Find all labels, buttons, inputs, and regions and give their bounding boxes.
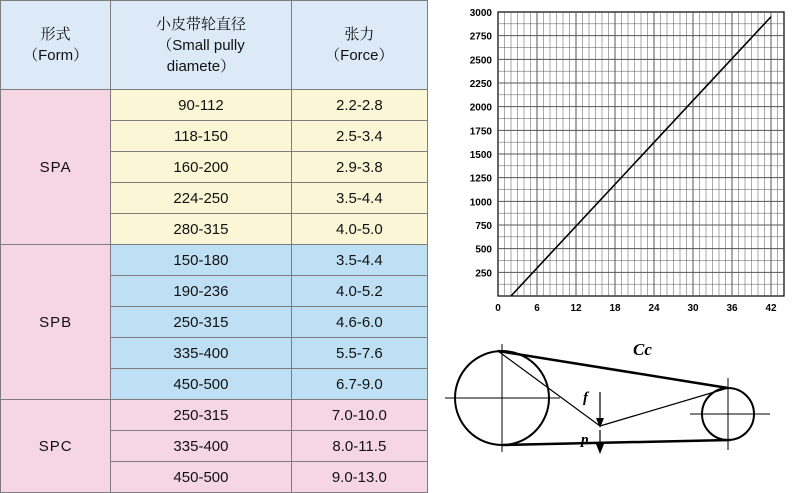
force-cell: 2.5-3.4 [291,121,427,152]
form-cell-spa: SPA [1,90,111,245]
x-axis-tick-label: 24 [648,303,660,314]
force-cell: 2.9-3.8 [291,152,427,183]
header-diameter-en-line1: （Small pully [157,36,245,54]
header-force-cn: 张力 [344,26,375,43]
form-cell-spb: SPB [1,245,111,400]
deflection-line-left [498,351,600,426]
diameter-cell: 250-315 [111,400,291,431]
force-cell: 4.6-6.0 [291,307,427,338]
table-header-row [1,1,428,90]
force-cell: 3.5-4.4 [291,183,427,214]
y-axis-tick-label: 3000 [469,8,492,19]
chart-plot-area [470,8,784,314]
deflection-line-right [600,388,728,426]
y-axis-tick-label: 1500 [469,150,492,161]
force-cell: 9.0-13.0 [291,462,427,493]
force-cell: 3.5-4.4 [291,245,427,276]
y-axis-tick-label: 2250 [469,79,492,90]
header-diameter-en-line2: diamete） [166,57,236,75]
form-cell-spc: SPC [1,400,111,493]
x-axis-tick-label: 6 [534,303,540,314]
y-axis-tick-label: 2500 [469,55,492,67]
label-cc: Cc [633,340,652,359]
f-arrow-head [596,418,604,428]
table-row [1,245,428,276]
diameter-cell: 335-400 [111,338,291,369]
table-row [1,90,428,121]
x-axis-tick-label: 42 [765,303,777,314]
force-cell: 8.0-11.5 [291,431,427,462]
y-axis-tick-label: 750 [475,221,492,232]
label-f: f [583,390,588,406]
x-axis-tick-label: 30 [687,303,699,314]
x-axis-tick-label: 18 [609,303,621,314]
force-cell: 6.7-9.0 [291,369,427,400]
header-form-en: （Form） [23,47,89,64]
label-p: p [581,432,589,448]
y-axis-tick-label: 1250 [469,173,492,185]
header-force-en: （Force） [325,47,394,64]
tension-chart-svg [440,4,790,324]
belt-top-span [498,351,728,388]
diameter-cell: 118-150 [111,121,291,152]
x-axis-tick-label: 36 [726,303,738,314]
header-cell-force [291,1,427,90]
tension-chart [440,4,790,324]
belt-drive-diagram [440,330,790,465]
diameter-cell: 90-112 [111,90,291,121]
header-form-cn: 形式 [40,26,71,43]
y-axis-tick-label: 500 [475,244,492,256]
force-cell: 7.0-10.0 [291,400,427,431]
belt-diagram-svg [440,330,790,465]
diameter-cell: 190-236 [111,276,291,307]
diameter-cell: 335-400 [111,431,291,462]
force-cell: 2.2-2.8 [291,90,427,121]
diameter-cell: 450-500 [111,462,291,493]
table-row [1,400,428,431]
diameter-cell: 150-180 [111,245,291,276]
y-axis-tick-label: 2000 [469,102,492,114]
belt-bottom-span [502,440,730,445]
force-cell: 4.0-5.2 [291,276,427,307]
header-cell-form [1,1,111,90]
y-axis-tick-label: 2750 [469,31,492,43]
diameter-cell: 160-200 [111,152,291,183]
y-axis-tick-label: 1000 [469,197,492,209]
force-cell: 5.5-7.6 [291,338,427,369]
x-axis-tick-label: 12 [570,303,582,314]
diameter-cell: 450-500 [111,369,291,400]
y-axis-tick-label: 1750 [469,126,492,138]
header-cell-diameter [111,1,291,90]
force-cell: 4.0-5.0 [291,214,427,245]
x-axis-tick-label: 0 [495,303,501,314]
diameter-cell: 280-315 [111,214,291,245]
diameter-cell: 224-250 [111,183,291,214]
p-arrow-head [596,444,604,454]
y-axis-tick-label: 250 [475,268,492,280]
header-diameter-cn: 小皮带轮直径 [155,15,246,33]
diameter-cell: 250-315 [111,307,291,338]
